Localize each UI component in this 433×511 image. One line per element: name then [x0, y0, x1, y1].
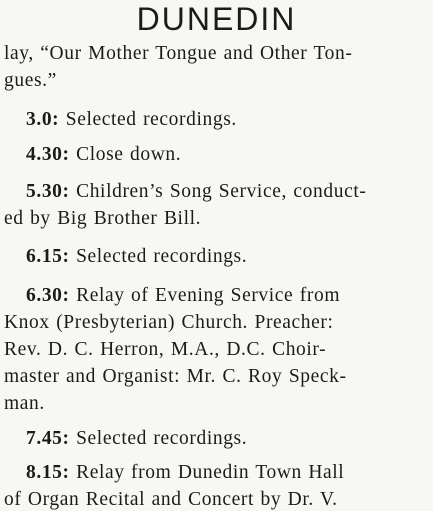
text-line: lay, “Our Mother Tongue and Other Ton-: [4, 43, 353, 64]
entry-time: 7.45:: [26, 428, 70, 449]
program-entry: [4, 459, 428, 511]
text-line: [4, 282, 428, 309]
text-line: ed by Big Brother Bill.: [4, 208, 202, 229]
entry-text: Relay from Dunedin Town Hall: [69, 462, 345, 483]
text-line: [4, 178, 428, 205]
text-line: master and Organist: Mr. C. Roy Speck-: [4, 366, 347, 387]
text-line: of Organ Recital and Concert by Dr. V.: [4, 489, 338, 510]
text-line: [4, 243, 428, 270]
program-entry: [4, 178, 428, 232]
text-line: man.: [4, 393, 45, 414]
text-line: [4, 106, 428, 133]
text-line: Rev. D. C. Herron, M.A., D.C. Choir-: [4, 339, 327, 360]
text-line: [4, 459, 428, 486]
text-line: [4, 425, 428, 452]
program-entry: [4, 141, 428, 168]
text-line: Knox (Presbyterian) Church. Preacher:: [4, 312, 334, 333]
entry-time: 3.0:: [26, 109, 60, 130]
entry-time: 8.15:: [26, 462, 70, 483]
entry-text: Close down.: [69, 144, 182, 165]
program-entry: [4, 282, 428, 417]
entry-time: 6.15:: [26, 246, 70, 267]
section-heading: DUNEDIN: [136, 1, 297, 37]
entry-text: Selected recordings.: [69, 428, 248, 449]
program-entry: [4, 425, 428, 452]
entry-time: 6.30:: [26, 285, 70, 306]
entry-text: Children’s Song Service, conduct-: [69, 181, 367, 202]
continuation-text: [4, 40, 428, 94]
entry-text: Relay of Evening Service from: [69, 285, 341, 306]
text-line: [4, 141, 428, 168]
text-line: gues.”: [4, 70, 57, 91]
entry-time: 4.30:: [26, 144, 70, 165]
entry-text: Selected recordings.: [69, 246, 248, 267]
program-entry: [4, 106, 428, 133]
entry-time: 5.30:: [26, 181, 70, 202]
entry-text: Selected recordings.: [59, 109, 237, 130]
program-entry: [4, 243, 428, 270]
